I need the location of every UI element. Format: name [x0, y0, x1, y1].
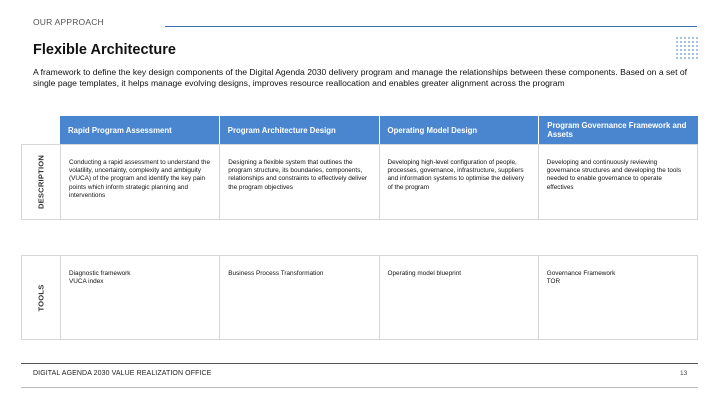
- footer-text: DIGITAL AGENDA 2030 VALUE REALIZATION OFFICE: [33, 370, 212, 377]
- top-divider: [165, 26, 697, 27]
- page-number: 13: [680, 370, 688, 377]
- tool-item: Operating model blueprint: [387, 270, 462, 277]
- description-cell: Developing and continuously reviewing governance structures and developing the tools needed to enable governance to operate effectives: [546, 159, 682, 191]
- column-header-program-governance: Program Governance Framework and Assets: [547, 121, 687, 139]
- description-row: [21, 144, 698, 220]
- column-header-operating-model-design: Operating Model Design: [380, 116, 540, 144]
- column-header-row: [60, 116, 698, 144]
- tool-item: Diagnostic framework: [69, 270, 131, 277]
- dot-grid-decoration: [675, 36, 699, 60]
- tools-cell: [380, 256, 539, 339]
- tool-item: Business Process Transformation: [228, 270, 324, 277]
- tools-cell: [539, 256, 697, 339]
- footer-divider: [21, 363, 698, 364]
- tool-item: Governance Framework: [546, 270, 616, 277]
- tool-item: VUCA index: [69, 278, 104, 286]
- row-label-tools: [22, 256, 61, 339]
- description-cell: Developing high-level configuration of people, processes, governance, infrastructure, suppliers and information systems to optimise the delivery of the program: [380, 145, 539, 219]
- column-header-rapid-program-assessment: Rapid Program Assessment: [60, 116, 220, 144]
- tool-item: TOR: [546, 278, 561, 286]
- column-header-program-architecture-design: Program Architecture Design: [220, 116, 380, 144]
- footer-bottom-divider: [21, 387, 698, 388]
- row-label-text: DESCRIPTION: [36, 154, 46, 210]
- description-cell: Designing a flexible system that outlines the program structure, its boundaries, components, relationships and constraints to effectively deliver the program objectives: [220, 145, 379, 219]
- tools-cell: [61, 256, 220, 339]
- description-cell: Conducting a rapid assessment to understand the volatility, uncertainty, complexity and ambiguity (VUCA) of the program and identify the key pain points which inform strategic planning and interventions: [61, 145, 220, 219]
- row-label-text: TOOLS: [36, 283, 46, 312]
- tools-cell: [220, 256, 379, 339]
- tools-row: [21, 255, 698, 340]
- page-subtitle: A framework to define the key design components of the Digital Agenda 2030 delivery program and manage the relationships between these components. Based on a set of single page templates, it helps manage evolving designs, improves resource reallocation and enables greater alignment across the program: [33, 67, 688, 88]
- page-title: Flexible Architecture: [33, 42, 176, 58]
- row-label-description: [22, 145, 61, 219]
- section-label: OUR APPROACH: [33, 17, 104, 27]
